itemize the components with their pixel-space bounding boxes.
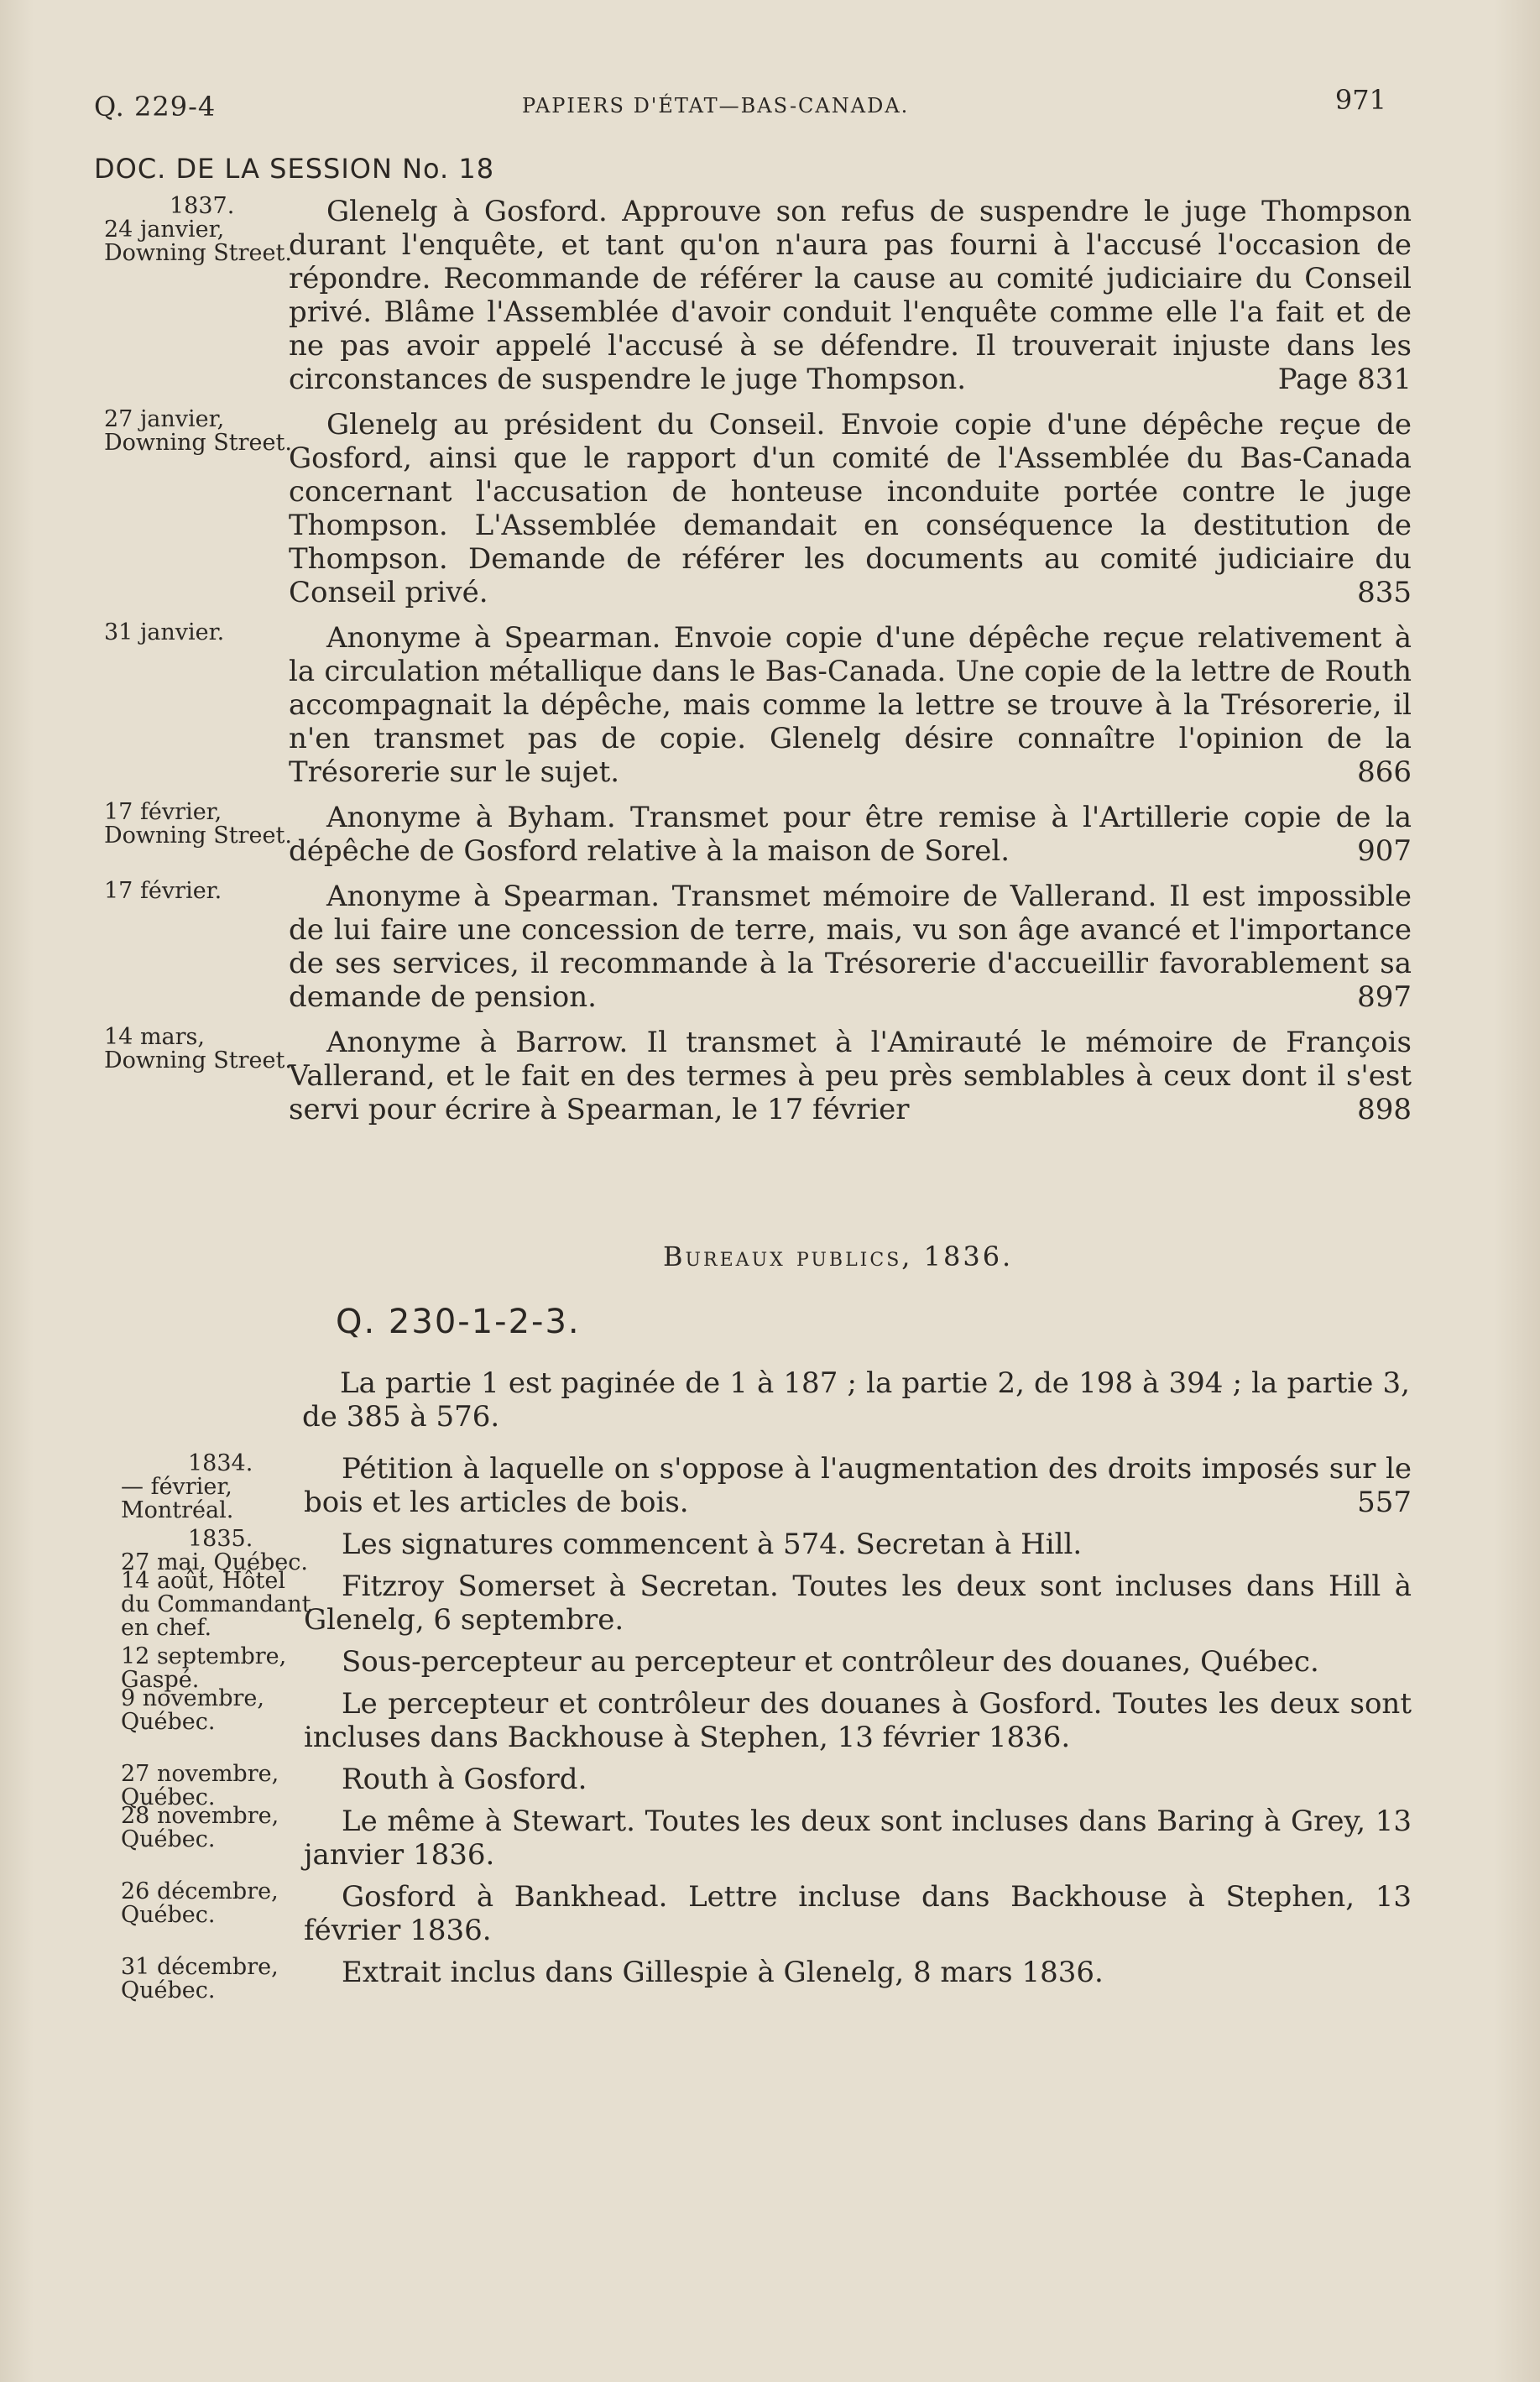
entry-summary [289,1026,1412,1126]
entry-text: Anonyme à Byham. Transmet pour être remise à l'Artillerie copie de la dépêche de Gosford relative à la maison de Sorel. [289,801,1412,868]
entry-page-reference: 557 [1357,1486,1412,1519]
entry-text: Anonyme à Spearman. Envoie copie d'une dépêche reçue relativement à la circulation métallique dans le Bas-Canada. Une copie de la lettre de Routh accompagnait la dépêche, mais comme la lettre se trouve à la Trésorerie, il n'en transmet pas de copie. Glenelg désire connaître l'opinion de la Trésorerie sur le sujet. [289,621,1412,789]
entry-text: Anonyme à Barrow. Il transmet à l'Amirauté le mémoire de François Vallerand, et le fait en des termes à peu près semblables à ceux dont il s'est servi pour écrire à Spearman, le 17 février [289,1026,1412,1126]
entry-summary [304,1645,1412,1679]
calendar-entry [94,801,1412,868]
calendar-entry [94,1954,1412,2003]
entry-date-text: 27 mai, Québec. [121,1549,308,1575]
entry-text: Sous-percepteur au percepteur et contrôleur des douanes, Québec. [342,1645,1319,1679]
entry-text: Glenelg à Gosford. Approuve son refus de suspendre le juge Thompson durant l'enquête, et tant qu'on n'aura pas fourni à l'accusé l'occasion de répondre. Recommande de référer la cause au comité judiciaire du Conseil privé. Blâme l'Assemblée d'avoir conduit l'enquête comme elle l'a fait et de ne pas avoir appelé l'accusé à se défendre. Il trouverait injuste dans les circonstances de suspendre le juge Thompson. [289,195,1412,396]
entry-summary [304,1570,1412,1637]
running-title: PAPIERS D'ÉTAT—BAS-CANADA. [522,94,910,118]
calendar-entry [94,1450,1412,1523]
calendar-entry [94,1026,1412,1126]
entry-text: Pétition à laquelle on s'oppose à l'augmentation des droits imposés sur le bois et les articles de bois. [304,1452,1412,1519]
entry-date [121,1687,314,1734]
entry-date-text: 12 septembre, Gaspé. [121,1643,287,1693]
entry-page-reference: 898 [1357,1093,1412,1126]
entry-text: Gosford à Bankhead. Lettre incluse dans Backhouse à Stephen, 13 février 1836. [304,1880,1412,1947]
calendar-entry [94,408,1412,609]
entry-text: Anonyme à Spearman. Transmet mémoire de Vallerand. Il est impossible de lui faire une concession de terre, mais, vu son âge avancé et l'importance de ses services, il recommande à la Trésorerie d'accueillir favorablement sa demande de pension. [289,880,1412,1014]
entry-year: 1834. [188,1450,253,1476]
entry-text: Glenelg au président du Conseil. Envoie copie d'une dépêche reçue de Gosford, ainsi que le rapport d'un comité de l'Assemblée du Bas-Canada concernant l'accusation de honteuse inconduite portée contre le juge Thompson. L'Assemblée demandait en conséquence la destitution de Thompson. Demande de référer les documents au comité judiciaire du Conseil privé. [289,408,1412,609]
entry-date-text: 9 novembre, Québec. [121,1685,264,1735]
entry-summary [289,621,1412,789]
running-head [94,84,1386,126]
entry-date [121,1956,314,2003]
entry-date [104,195,297,265]
calendar-entry [94,1643,1412,1693]
calendar-entries-1836 [94,1450,1412,2003]
calendar-entries [94,195,1412,1138]
entry-text: Le même à Stewart. Toutes les deux sont incluses dans Baring à Grey, 13 janvier 1836. [304,1805,1412,1872]
entry-summary [304,1687,1412,1754]
entry-date-text: 27 novembre, Québec. [121,1761,279,1810]
entry-date-text: 27 janvier, Downing Street. [104,406,292,456]
entry-date-text: 14 août, Hôtel du Commandant en chef. [121,1568,311,1641]
entry-date [121,1452,314,1523]
calendar-entry [94,621,1412,789]
entry-date [104,621,297,645]
entry-date [121,1570,314,1640]
calendar-entry [94,880,1412,1014]
entry-page-reference: Page 831 [1277,363,1412,396]
entry-summary [304,1880,1412,1947]
section-title: Bureaux publics, 1836. [663,1241,1014,1272]
entry-page-reference: 866 [1357,755,1412,789]
calendar-entry [94,1805,1412,1872]
entry-page-reference: 835 [1357,576,1412,609]
entry-date [121,1805,314,1852]
entry-date [121,1880,314,1927]
section-intro: La partie 1 est paginée de 1 à 187 ; la partie 2, de 198 à 394 ; la partie 3, de 385 à 576. [302,1366,1410,1434]
calendar-entry [94,1687,1412,1754]
entry-text: Fitzroy Somerset à Secretan. Toutes les deux sont incluses dans Hill à Glenelg, 6 septembre. [304,1570,1412,1637]
entry-date-text: 28 novembre, Québec. [121,1803,279,1852]
entry-page-reference: 907 [1357,834,1412,868]
calendar-entry [94,195,1412,396]
entry-date [104,801,297,848]
entry-text: Les signatures commencent à 574. Secretan à Hill. [342,1528,1083,1561]
entry-date-text: 26 décembre, Québec. [121,1878,279,1928]
entry-summary [304,1956,1412,1989]
entry-date-text: 17 février. [104,878,222,904]
entry-text: Routh à Gosford. [342,1763,587,1796]
calendar-entry [94,1526,1412,1575]
calendar-entry [94,1880,1412,1947]
calendar-entry [94,1761,1412,1810]
entry-text: Le percepteur et contrôleur des douanes à Gosford. Toutes les deux sont incluses dans Backhouse à Stephen, 13 février 1836. [304,1687,1412,1754]
volume-reference: Q. 229-4 [94,91,217,123]
entry-date-text: 31 janvier. [104,619,225,645]
entry-summary [289,195,1412,396]
entry-year: 1835. [188,1526,253,1552]
entry-year: 1837. [170,193,235,219]
entry-date [104,880,297,903]
entry-summary [304,1452,1412,1519]
entry-date [104,1026,297,1073]
entry-text: Extrait inclus dans Gillespie à Glenelg, 8 mars 1836. [342,1956,1104,1989]
entry-date-text: 24 janvier, Downing Street. [104,217,292,266]
entry-date-text: 31 décembre, Québec. [121,1954,279,2003]
page-number: 971 [1334,84,1386,116]
entry-summary [304,1805,1412,1872]
entry-summary [304,1763,1412,1796]
entry-date-text: 14 mars, Downing Street. [104,1024,292,1073]
calendar-entry [94,1568,1412,1641]
entry-date-text: — février, Montréal. [121,1474,234,1523]
entry-summary [289,801,1412,868]
entry-date [104,408,297,455]
volume-heading: Q. 230-1-2-3. [336,1303,581,1341]
entry-summary [289,880,1412,1014]
entry-page-reference: 897 [1357,980,1412,1014]
session-label: DOC. DE LA SESSION No. 18 [94,153,495,185]
entry-summary [289,408,1412,609]
entry-date-text: 17 février, Downing Street. [104,799,292,849]
entry-summary [304,1528,1412,1561]
